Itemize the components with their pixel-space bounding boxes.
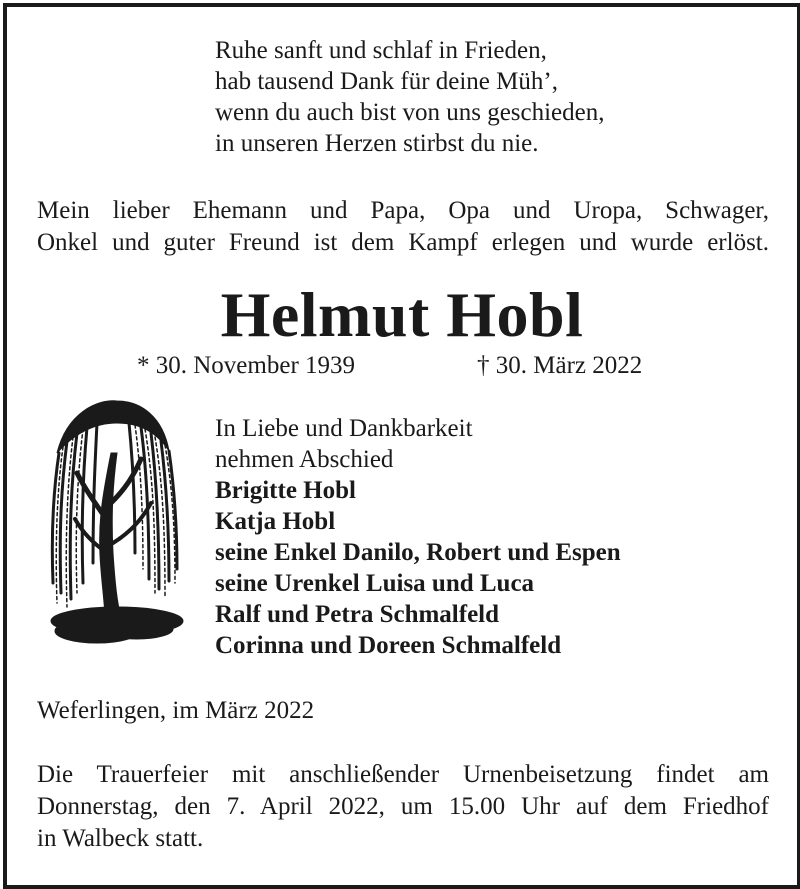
intro-text — [37, 195, 769, 259]
death-date: † 30. März 2022 — [477, 352, 643, 379]
weeping-willow-icon — [37, 393, 185, 655]
place-date: Weferlingen, im März 2022 — [37, 697, 315, 724]
poem-line: in unseren Herzen stirbst du nie. — [215, 130, 539, 157]
mourner-name: Brigitte Hobl — [215, 477, 356, 504]
deceased-name: Helmut Hobl — [220, 279, 584, 350]
birth-date: * 30. November 1939 — [137, 352, 356, 379]
mourner-name: Ralf und Petra Schmalfeld — [215, 601, 500, 628]
mourner-name: Corinna und Doreen Schmalfeld — [215, 632, 562, 659]
mourners-block — [215, 413, 621, 661]
obituary-notice — [3, 3, 800, 889]
intro-line: Onkel und guter Freund ist dem Kampf erlegen und wurde erlöst. — [37, 229, 769, 256]
poem — [215, 35, 605, 159]
farewell-line: In Liebe und Dankbarkeit — [215, 415, 473, 442]
service-line: Die Trauerfeier mit anschließender Urnenbeisetzung findet am — [37, 761, 769, 788]
poem-line: hab tausend Dank für deine Müh’, — [215, 68, 558, 95]
service-line: in Walbeck statt. — [37, 825, 204, 852]
mourner-name: seine Enkel Danilo, Robert und Espen — [215, 539, 621, 566]
intro-line: Mein lieber Ehemann und Papa, Opa und Uropa, Schwager, — [37, 197, 769, 224]
poem-line: Ruhe sanft und schlaf in Frieden, — [215, 37, 547, 64]
mourner-name: Katja Hobl — [215, 508, 336, 535]
farewell-line: nehmen Abschied — [215, 446, 394, 473]
funeral-service-info — [37, 759, 769, 855]
service-line: Donnerstag, den 7. April 2022, um 15.00 Uhr auf dem Friedhof — [37, 793, 769, 820]
mourner-name: seine Urenkel Luisa und Luca — [215, 570, 535, 597]
poem-line: wenn du auch bist von uns geschieden, — [215, 99, 605, 126]
